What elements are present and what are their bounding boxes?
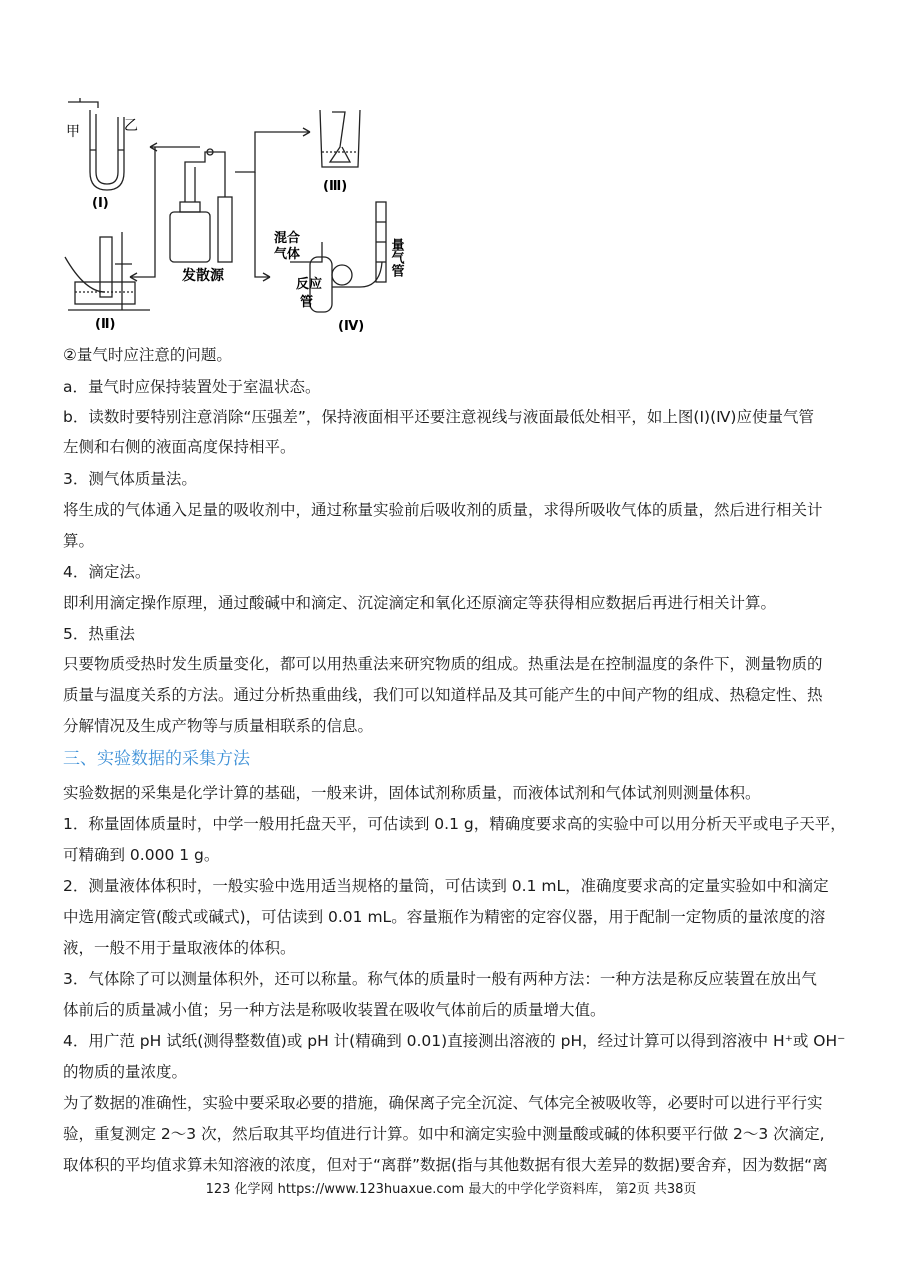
text-line: 体前后的质量减小值；另一种方法是称吸收装置在吸收气体前后的质量增大值。 <box>63 1001 606 1019</box>
cylinder-II <box>100 237 112 297</box>
text-line: 中选用滴定管(酸式或碱式)，可估读到 0.01 mL。容量瓶作为精密的定容仪器，用于配制一定物质的量浓度的溶 <box>63 908 826 926</box>
text-line: ②量气时应注意的问题。 <box>63 346 232 364</box>
delivery-tube-II <box>65 257 105 292</box>
text-line: 左侧和右侧的液面高度保持相平。 <box>63 438 296 456</box>
text-line: 即利用滴定操作原理，通过酸碱中和滴定、沉淀滴定和氧化还原滴定等获得相应数据后再进行相关计算。 <box>63 594 777 612</box>
label-gas-meter: 量气管 <box>388 238 404 277</box>
label-mixed-gas-1: 混合 <box>274 231 301 246</box>
text-line: 5．热重法 <box>63 625 135 643</box>
label-III: (Ⅲ) <box>323 179 348 194</box>
page-footer: 123 化学网 https://www.123huaxue.com 最大的中学化学资料库， 第2页 共38页 <box>205 1182 697 1197</box>
text-line: 算。 <box>63 532 95 550</box>
text-line: 可精确到 0.000 1 g。 <box>63 846 220 864</box>
text-line: 2．测量液体体积时，一般实验中选用适当规格的量筒，可估读到 0.1 mL，准确度要求高的定量实验如中和滴定 <box>63 877 829 895</box>
label-yi: 乙 <box>124 118 138 134</box>
text-line: a．量气时应保持装置处于室温状态。 <box>63 378 321 396</box>
text-line: 为了数据的准确性，实验中要采取必要的措施，确保离子完全沉淀、气体完全被吸收等，必要时可以进行平行实 <box>63 1094 823 1112</box>
text-line: 3．测气体质量法。 <box>63 470 197 488</box>
text-line: 4．滴定法。 <box>63 563 151 581</box>
water-trough <box>75 282 135 304</box>
label-source: 发散源 <box>182 268 224 284</box>
text-line: b．读数时要特别注意消除“压强差”，保持液面相平还要注意视线与液面最低处相平，如上图(Ⅰ)(Ⅳ)应使量气管 <box>63 408 814 426</box>
label-II: (Ⅱ) <box>95 317 116 332</box>
text-line: 4．用广范 pH 试纸(测得整数值)或 pH 计(精确到 0.01)直接测出溶液的 pH，经过计算可以得到溶液中 H⁺或 OH⁻ <box>63 1032 846 1050</box>
text-line: 验，重复测定 2～3 次，然后取其平均值进行计算。如中和滴定实验中测量酸或碱的体积要平行做 2～3 次滴定, <box>63 1125 825 1143</box>
apparatus-diagram <box>60 92 420 342</box>
text-line: 分解情况及生成产物等与质量相联系的信息。 <box>63 717 374 735</box>
text-line: 质量与温度关系的方法。通过分析热重曲线，我们可以知道样品及其可能产生的中间产物的组成、热稳定性、热 <box>63 686 823 704</box>
text-line: 3．气体除了可以测量体积外，还可以称量。称气体的质量时一般有两种方法：一种方法是称反应装置在放出气 <box>63 970 817 988</box>
funnel-III <box>330 112 350 162</box>
inlet-tube <box>68 102 98 108</box>
label-IV: (Ⅳ) <box>338 319 365 334</box>
apparatus-figure <box>60 92 420 342</box>
label-reaction-2: 管 <box>300 295 314 310</box>
text-line: 将生成的气体通入足量的吸收剂中，通过称量实验前后吸收剂的质量，求得所吸收气体的质量，然后进行相关计 <box>63 501 823 519</box>
label-mixed-gas-2: 气体 <box>274 247 301 262</box>
source-bottle <box>170 212 210 262</box>
label-I: (Ⅰ) <box>92 196 109 211</box>
text-line: 1．称量固体质量时，中学一般用托盘天平，可估读到 0.1 g，精确度要求高的实验中可以用分析天平或电子天平， <box>63 815 846 833</box>
text-line: 实验数据的采集是化学计算的基础，一般来讲，固体试剂称质量，而液体试剂和气体试剂则测量体积。 <box>63 784 761 802</box>
source-burette <box>218 197 232 262</box>
label-reaction-1: 反应 <box>296 277 323 292</box>
leveling-bulb <box>332 265 352 285</box>
text-line: 取体积的平均值求算未知溶液的浓度，但对于“离群”数据(指与其他数据有很大差异的数据)要舍弃，因为数据“离 <box>63 1156 828 1174</box>
beaker-III <box>320 110 360 167</box>
label-jia: 甲 <box>66 124 80 140</box>
text-line: 只要物质受热时发生质量变化，都可以用热重法来研究物质的组成。热重法是在控制温度的条件下，测量物质的 <box>63 655 823 673</box>
section-heading: 三、实验数据的采集方法 <box>63 749 250 769</box>
text-line: 液，一般不用于量取液体的体积。 <box>63 939 296 957</box>
text-line: 的物质的量浓度。 <box>63 1063 188 1081</box>
